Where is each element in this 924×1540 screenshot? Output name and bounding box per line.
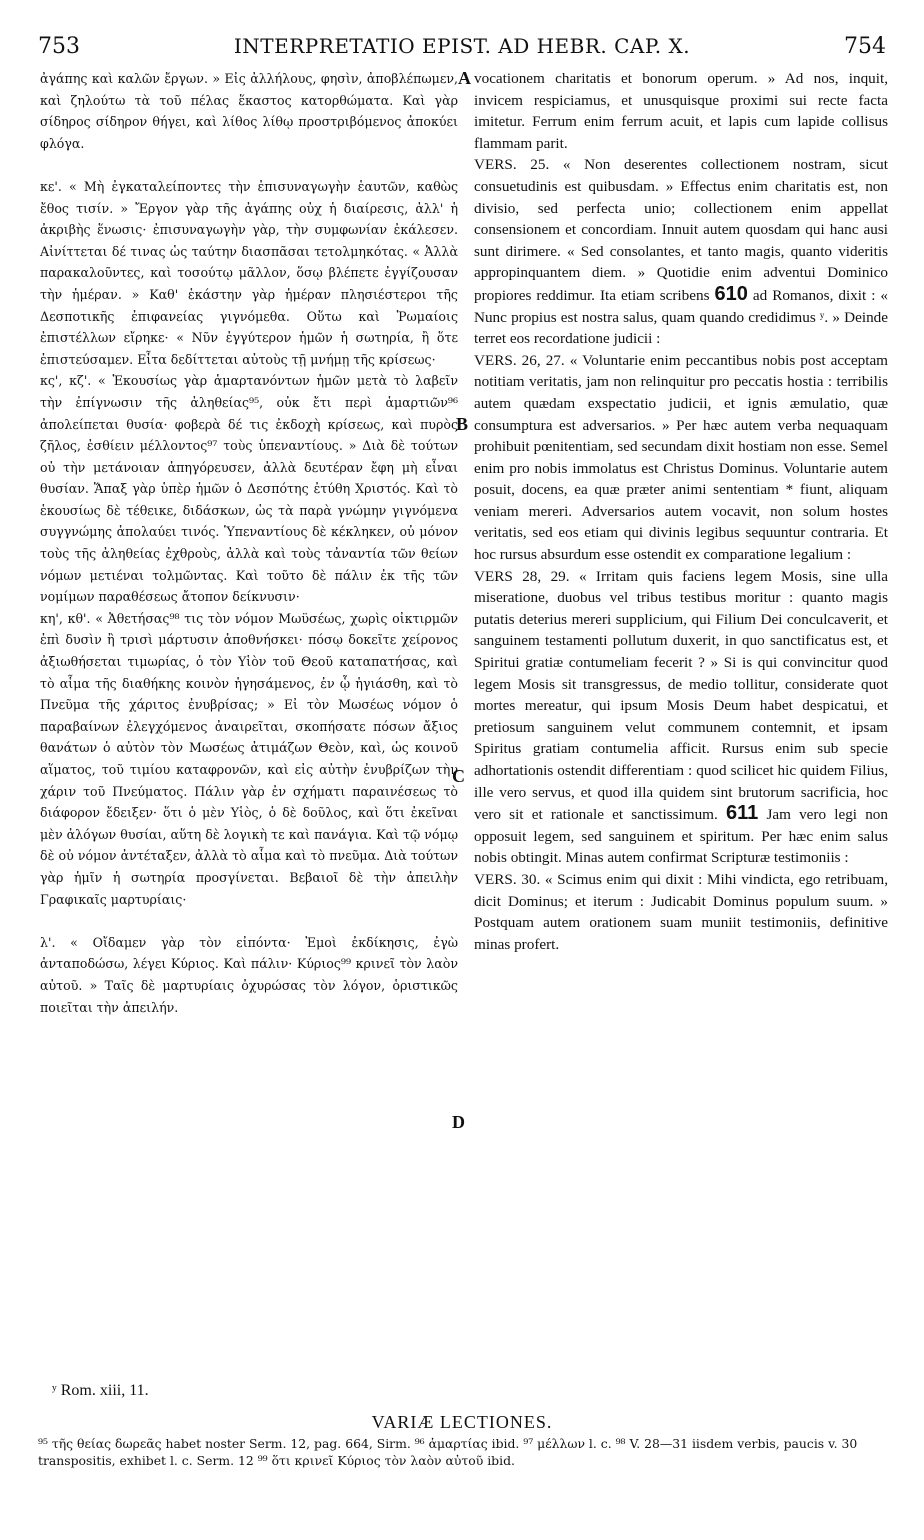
margin-letter-a: A <box>458 68 471 88</box>
latin-text: VERS. 25. « Non deserentes collectionem nostram, sicut consuetudinis est quibusdam. » Effectus enim charitatis est, non divisio, sed perfecta unio; collectionem enim appellat consensionem et concordiam. Innuit autem quosdam qui hanc ausi sunt dirimere. « Sed consolantes, et tanto magis, quanto videritis appropinquantem diem. » Quotidie enim adventui Dominico propiores reddimur. Ita etiam scribens <box>474 156 888 304</box>
page-number-right: 754 <box>844 34 886 59</box>
footnote: ʸ Rom. xiii, 11. <box>52 1382 149 1399</box>
column-number-611: 611 <box>725 802 759 825</box>
latin-paragraph: VERS. 30. « Scimus enim qui dixit : Mihi vindicta, ego retribuam, dicit Dominus; et iterum : Judicabit Dominus populum suum. » Postquam autem orationem suam muniit testimoniis, definitive minas profert. <box>474 870 888 953</box>
margin-letter-d: D <box>452 1112 465 1132</box>
latin-paragraph <box>474 154 888 349</box>
running-title: INTERPRETATIO EPIST. AD HEBR. CAP. X. <box>233 34 691 58</box>
column-number-610: 610 <box>714 282 748 305</box>
latin-text: ad Romanos, dixit : « Nunc propius est nostra salus, quam quando credidimus ʸ. » Deinde terret eos recordatione judicii : <box>474 286 889 348</box>
page-header <box>38 34 886 60</box>
latin-text: Jam vero legi non opposuit legem, sed sanguinem et spiritum. Per hæc enim salus nobis obtingit. Minas autem confirmat Scripturæ testimoniis : <box>474 806 888 867</box>
greek-paragraph: ἀγάπης καὶ καλῶν ἔργων. » Εἰς ἀλλήλους, φησὶν, ἀποβλέπωμεν, καὶ ζηλούτω τὰ τοῦ πέλας ἕκαστος κατορθώματα. Καὶ γὰρ σίδηρος σίδηρον θήγει, καὶ λίθος λίθῳ προστριβόμενος ἀποκύει φλόγα. <box>40 71 458 151</box>
latin-paragraph <box>474 566 888 869</box>
page-number-left: 753 <box>38 34 80 59</box>
latin-paragraph: vocationem charitatis et bonorum operum. » Ad nos, inquit, invicem respiciamus, et unusquisque proximi sui recte facta imitetur. Ferrum enim ferrum acuit, et lapis cum lapide collisus flammam parit. <box>474 70 888 152</box>
greek-paragraph: κη', κθ'. « Ἀθετήσας⁹⁸ τις τὸν νόμον Μωϋσέως, χωρὶς οἰκτιρμῶν ἐπὶ δυσὶν ἢ τρισὶ μάρτυσιν ἀποθνήσκει· πόσῳ δοκεῖτε χείρονος ἀξιωθήσεται τιμωρίας, ὁ τὸν Υἱὸν τοῦ Θεοῦ καταπατήσας, καὶ τὸ αἷμα τῆς διαθήκης κοινὸν ἡγησάμενος, ἐν ᾧ ἡγιάσθη, καὶ τὸ Πνεῦμα τῆς χάριτος ἐνυβρίσας; » Εἰ τὸν Μωσέως νόμον ὁ παραβαίνων ἐλεγχόμενος ἀναιρεῖται, σκοπήσατε πόσων ἄξιος θανάτων ὁ αὐτὸν τὸν Μωσέως ἀτιμάζων Θεὸν, καὶ, ὡς κοινοῦ αἵματος, τοῦ τιμίου καταφρονῶν, καὶ εἰς αὐτὴν ἐνυβρίζων τὴν χάριν τοῦ Πνεύματος. Πάλιν γὰρ ἐν σχήματι παραινέσεως τὸ διάφορον ἔδειξεν· ὅτι ὁ μὲν Υἱὸς, ὁ δὲ δοῦλος, καὶ ὅτι ἐκεῖναι μὲν ἀλόγων θυσίαι, αὕτη δὲ λογικὴ τε καὶ πανάγια. Καὶ τῷ νόμῳ δὲ οὐ νόμον ἀντέταξεν, ἀλλὰ τὸ αἷμα καὶ τὸ πνεῦμα. Διὰ τούτων γὰρ ἡμῖν ἡ σωτηρία προσγίνεται. Βεβαιοῖ δὲ τὴν ἀπειλὴν Γραφικαῖς μαρτυρίαις· <box>40 610 458 907</box>
greek-paragraph: κς', κζ'. « Ἑκουσίως γὰρ ἁμαρτανόντων ἡμῶν μετὰ τὸ λαβεῖν τὴν ἐπίγνωσιν τῆς ἀληθείας⁹⁵, οὐκ ἔτι περὶ ἁμαρτιῶν⁹⁶ ἀπολείπεται θυσία· φοβερὰ δέ τις ἐκδοχὴ κρίσεως, καὶ πυρὸς ζῆλος, ἐσθίειν μέλλοντος⁹⁷ τοὺς ὑπεναντίους. » Διὰ δὲ τούτων οὐ τὴν μετάνοιαν ἀπηγόρευσεν, ἀλλὰ δευτέραν ἔφη μὴ εἶναι θυσίαν. Ἅπαξ γὰρ ὑπὲρ ἡμῶν ὁ Δεσπότης ἐτύθη Χριστός. Καὶ τὸ ἑκουσίως δὲ τέθεικε, διδάσκων, ὡς τὰ παρὰ γνώμην γιγνόμενα συγγνώμης ἀπολαύει τινός. Ὑπεναντίους δὲ κέκληκεν, οὐ μόνον τοὺς τῆς ἀληθείας ἐχθροὺς, ἀλλὰ καὶ τοὺς τἀναντία τῶν θείων νόμων μετιέναι τολμῶντας. Καὶ τοῦτο δὲ πάλιν ἐκ τῆς τῶν νομίμων παραθέσεως ἄτοπον δείκνυσιν· <box>40 373 458 605</box>
greek-column <box>40 68 458 1018</box>
greek-paragraph: κε'. « Μὴ ἐγκαταλείποντες τὴν ἐπισυναγωγὴν ἑαυτῶν, καθὼς ἔθος τισίν. » Ἔργον γὰρ τῆς ἀγάπης οὐχ ἡ διαίρεσις, ἀλλ' ἡ ἀκριβὴς ἕνωσις· ἐπισυναγωγὴν γὰρ, τὴν συμφωνίαν ἐκάλεσεν. Αἰνίττεται δέ τινας ὡς ταύτην διασπᾶσαι τετολμηκότας. « Ἀλλὰ παρακαλοῦντες, καὶ τοσούτῳ μᾶλλον, ὅσῳ βλέπετε ἐγγίζουσαν τὴν ἡμέραν. » Καθ' ἑκάστην γὰρ ἡμέραν πλησιέστεροι τῆς Δεσποτικῆς ἐπιφανείας γιγνόμεθα. Οὕτω καὶ Ῥωμαίοις ἐπιστέλλων εἴρηκε· « Νῦν ἐγγύτερον ἡμῶν ἡ σωτηρία, ἢ ὅτε ἐπιστεύσαμεν. Εἶτα δεδίττεται αὐτοὺς τῇ μνήμῃ τῆς κρίσεως· <box>40 178 458 367</box>
latin-text: VERS 28, 29. « Irritam quis faciens legem Mosis, sine ulla miseratione, duobus vel tribus testibus moritur : quanto magis putatis deterius mereri supplicium, qui Filium Dei conculcaverit, et sanguinem testamenti pollutum duxerit, in quo sanctificatus est, et Spiritui gratiæ contumeliam fecerit ? » Si is qui convincitur quod legem Mosis sit transgressus, de medio tollitur, considerate quot mortes mereatur, qui ipsum Mosis Deum habet despicatui, et pretiosum sanguinem velut communem contemnit, et ipsam Spiritus gratiam contumelia afficit. Rursus enim sub specie adhortationis ostendit differentiam : quod scilicet hic quidem Filius, ille vero servus, et quod illa quidem sint brutorum sacrificia, hoc vero sit et rationale et sanctissimum. <box>474 567 888 824</box>
latin-column <box>474 68 888 955</box>
margin-letter-c: C <box>452 766 465 786</box>
greek-paragraph: λ'. « Οἴδαμεν γὰρ τὸν εἰπόντα· Ἐμοὶ ἐκδίκησις, ἐγὼ ἀνταποδώσω, λέγει Κύριος. Καὶ πάλιν· Κύριος⁹⁹ κρινεῖ τὸν λαὸν αὐτοῦ. » Ταῖς δὲ μαρτυρίαις ὀχυρώσας τὸν λόγον, ὁριστικῶς ποιεῖται τὴν ἀπειλήν. <box>40 934 458 1015</box>
variae-lectiones <box>38 1435 888 1469</box>
margin-letter-b: B <box>456 414 469 434</box>
variae-lectiones-title: VARIÆ LECTIONES. <box>371 1412 553 1432</box>
latin-paragraph: VERS. 26, 27. « Voluntarie enim peccantibus nobis post acceptam notitiam veritatis, jam non relinquitur pro peccatis hostia : terribilis autem quædam exspectatio judicii, et ignis æmulatio, quæ consumptura est adversarios. » Per hæc autem verba nequaquam prohibuit pœnitentiam, sed secundam dixit hostiam non esse. Semel enim pro nobis immolatus est Christus Dominus. Voluntarie autem posuit, docens, ea quæ præter animi sententiam * fiunt, aliquam veniam mereri. Adversarios autem vocavit, non solum hostes veritatis, sed eos etiam qui divinis legibus sequuntur contraria. Et hoc rursus absurdum esse ostendit ex comparatione legalium : <box>474 351 888 564</box>
variant-notes: ⁹⁵ τῆς θείας δωρεᾶς habet noster Serm. 12, pag. 664, Sirm. ⁹⁶ ἁμαρτίας ibid. ⁹⁷ μέλλων l. c. ⁹⁸ V. 28—31 iisdem verbis, paucis v. 30 transpositis, exhibet l. c. Serm. 12 ⁹⁹ ὅτι κρινεῖ Κύριος τὸν λαὸν αὐτοῦ ibid. <box>38 1436 858 1468</box>
